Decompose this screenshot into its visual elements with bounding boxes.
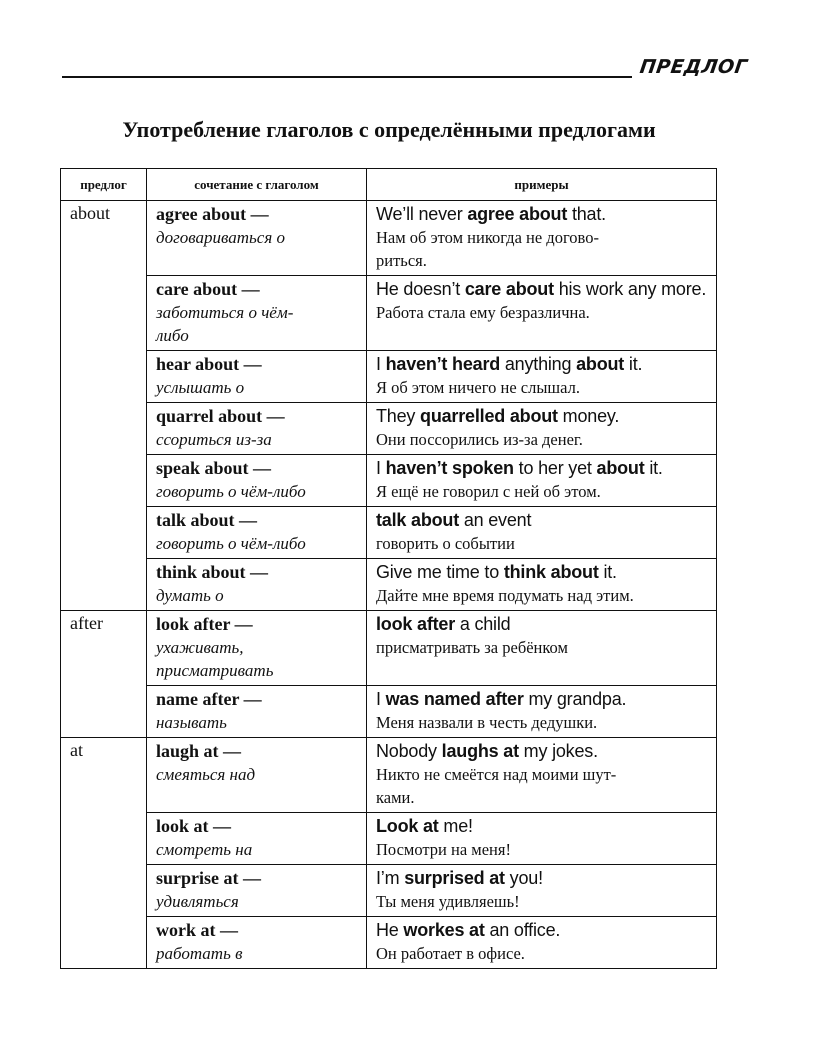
verb-meaning: либо [156, 326, 189, 345]
table-row [61, 507, 717, 559]
table-row [61, 351, 717, 403]
verb-meaning: присматривать [156, 661, 274, 680]
example-sentence [376, 509, 708, 532]
verb-phrase: look at — [156, 816, 232, 836]
example-translation: Нам об этом никогда не догово- [376, 228, 599, 247]
section-label: ПРЕДЛОГ [638, 56, 749, 78]
example-translation: Работа стала ему безразлична. [376, 303, 590, 322]
example-cell [367, 201, 717, 276]
example-translation: присматривать за ребёнком [376, 638, 568, 657]
example-text: anything [500, 354, 577, 374]
example-text: an event [459, 510, 532, 530]
verb-meaning: удивляться [156, 892, 239, 911]
page-title: Употребление глаголов с определёнными предлогами [122, 117, 656, 142]
verb-meaning: заботиться о чём- [156, 303, 294, 322]
example-text: his work any more. [553, 279, 707, 299]
example-sentence [376, 278, 708, 301]
combination-cell [147, 351, 367, 403]
example-sentence [376, 867, 708, 890]
example-cell [367, 738, 717, 813]
combination-cell [147, 403, 367, 455]
example-translation: Посмотри на меня! [376, 840, 511, 859]
example-sentence [376, 740, 708, 763]
table-row [61, 686, 717, 738]
combination-cell [147, 201, 367, 276]
example-text: We’ll never [376, 204, 468, 224]
example-cell [367, 686, 717, 738]
example-text: my grandpa. [523, 689, 627, 709]
example-text: an office. [484, 920, 561, 940]
example-text: They [376, 406, 421, 426]
example-text: Nobody [376, 741, 442, 761]
example-translation: Они поссорились из-за денег. [376, 430, 583, 449]
preposition-cell [61, 351, 147, 403]
example-translation: Я об этом ничего не слышал. [376, 378, 580, 397]
preposition-cell [61, 917, 147, 969]
example-text: I [376, 458, 386, 478]
combination-cell [147, 507, 367, 559]
example-sentence [376, 457, 708, 480]
verb-meaning: смотреть на [156, 840, 253, 859]
example-keyword: look after [376, 614, 456, 634]
example-cell [367, 559, 717, 611]
example-text: it. [598, 562, 617, 582]
example-keyword: Look at [376, 816, 439, 836]
example-cell [367, 276, 717, 351]
verb-meaning: называть [156, 713, 227, 732]
example-text: it. [624, 354, 643, 374]
verb-phrase: look after — [156, 614, 253, 634]
table-row [61, 201, 717, 276]
preposition-cell [61, 813, 147, 865]
verb-meaning: смеяться над [156, 765, 256, 784]
example-translation: Дайте мне время подумать над этим. [376, 586, 634, 605]
example-sentence [376, 613, 708, 636]
example-text: you! [504, 868, 543, 888]
example-cell [367, 507, 717, 559]
example-keyword: was named after [385, 689, 524, 709]
example-translation: ками. [376, 788, 415, 807]
verb-meaning: говорить о чём-либо [156, 534, 306, 553]
example-keyword: surprised at [404, 868, 505, 888]
example-sentence [376, 353, 708, 376]
example-text: my jokes. [518, 741, 598, 761]
table-row [61, 403, 717, 455]
verb-phrase: hear about — [156, 354, 262, 374]
preposition-cell [61, 403, 147, 455]
table-row [61, 917, 717, 969]
example-keyword: care about [464, 279, 554, 299]
example-keyword: about [596, 458, 645, 478]
table-row [61, 276, 717, 351]
example-cell [367, 351, 717, 403]
combination-cell [147, 865, 367, 917]
verb-phrase: speak about — [156, 458, 272, 478]
example-keyword: workes at [403, 920, 485, 940]
verb-phrase: name after — [156, 689, 262, 709]
verb-meaning: думать о [156, 586, 224, 605]
example-cell [367, 917, 717, 969]
preposition-cell [61, 507, 147, 559]
example-text: Give me time to [376, 562, 504, 582]
table-body [61, 201, 717, 969]
example-keyword: quarrelled about [420, 406, 558, 426]
combination-cell [147, 813, 367, 865]
verb-phrase: talk about — [156, 510, 258, 530]
example-cell [367, 865, 717, 917]
example-translation: Я ещё не говорил с ней об этом. [376, 482, 601, 501]
verb-phrase: laugh at — [156, 741, 242, 761]
example-cell [367, 403, 717, 455]
example-sentence [376, 203, 708, 226]
example-text: to her yet [513, 458, 597, 478]
example-translation: риться. [376, 251, 427, 270]
example-text: I’m [376, 868, 405, 888]
example-sentence [376, 688, 708, 711]
example-sentence [376, 561, 708, 584]
example-keyword: laughs at [441, 741, 519, 761]
example-text: money. [557, 406, 620, 426]
table-row [61, 738, 717, 813]
table-row [61, 865, 717, 917]
example-keyword: haven’t heard [385, 354, 501, 374]
column-header-combination: сочетание с глаголом [147, 169, 367, 201]
preposition-cell [61, 559, 147, 611]
example-sentence [376, 815, 708, 838]
example-text: a child [455, 614, 511, 634]
combination-cell [147, 611, 367, 686]
combination-cell [147, 455, 367, 507]
verb-phrase: agree about — [156, 204, 269, 224]
preposition-cell: at [61, 738, 147, 813]
prepositions-table [60, 168, 717, 969]
example-sentence [376, 405, 708, 428]
verb-meaning: услышать о [156, 378, 245, 397]
verb-meaning: ссориться из-за [156, 430, 272, 449]
example-text: I [376, 354, 386, 374]
example-cell [367, 813, 717, 865]
combination-cell [147, 917, 367, 969]
preposition-cell [61, 276, 147, 351]
combination-cell [147, 686, 367, 738]
header-rule [62, 76, 632, 78]
example-text: I [376, 689, 386, 709]
preposition-cell [61, 686, 147, 738]
preposition-cell [61, 865, 147, 917]
verb-phrase: care about — [156, 279, 260, 299]
example-keyword: think about [503, 562, 599, 582]
table-row [61, 813, 717, 865]
example-keyword: agree about [467, 204, 568, 224]
verb-meaning: работать в [156, 944, 243, 963]
table-header-row [61, 169, 717, 201]
verb-phrase: quarrel about — [156, 406, 285, 426]
example-text: me! [438, 816, 473, 836]
example-translation: говорить о событии [376, 534, 515, 553]
example-text: He doesn’t [376, 279, 465, 299]
example-sentence [376, 919, 708, 942]
table-row [61, 455, 717, 507]
example-keyword: haven’t spoken [385, 458, 514, 478]
preposition-cell: about [61, 201, 147, 276]
verb-meaning: договариваться о [156, 228, 285, 247]
example-keyword: about [576, 354, 625, 374]
combination-cell [147, 276, 367, 351]
example-translation: Он работает в офисе. [376, 944, 525, 963]
example-translation: Никто не смеётся над моими шут- [376, 765, 617, 784]
combination-cell [147, 559, 367, 611]
preposition-cell: after [61, 611, 147, 686]
example-cell [367, 455, 717, 507]
example-text: it. [644, 458, 663, 478]
example-keyword: talk about [376, 510, 460, 530]
example-translation: Меня назвали в честь дедушки. [376, 713, 598, 732]
verb-phrase: think about — [156, 562, 269, 582]
column-header-preposition: предлог [61, 169, 147, 201]
table-row [61, 611, 717, 686]
verb-phrase: work at — [156, 920, 238, 940]
verb-meaning: ухаживать, [156, 638, 244, 657]
example-text: that. [567, 204, 606, 224]
combination-cell [147, 738, 367, 813]
verb-phrase: surprise at — [156, 868, 261, 888]
example-translation: Ты меня удивляешь! [376, 892, 520, 911]
preposition-cell [61, 455, 147, 507]
column-header-examples: примеры [367, 169, 717, 201]
example-text: He [376, 920, 404, 940]
example-cell [367, 611, 717, 686]
verb-meaning: говорить о чём-либо [156, 482, 306, 501]
table-row [61, 559, 717, 611]
